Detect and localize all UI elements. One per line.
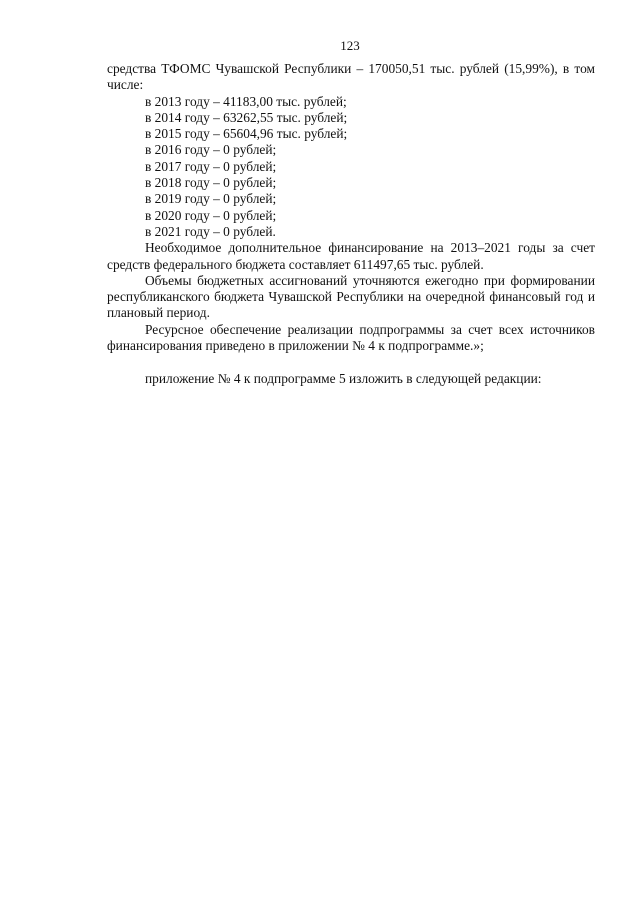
intro-paragraph: средства ТФОМС Чувашской Республики – 170050,51 тыс. рублей (15,99%), в том числе:: [107, 61, 595, 93]
year-line: в 2017 году – 0 рублей;: [145, 158, 277, 174]
year-line: в 2013 году – 41183,00 тыс. рублей;: [145, 93, 347, 109]
year-line: в 2021 году – 0 рублей.: [145, 223, 276, 239]
page-number: 123: [340, 38, 360, 53]
appendix-instruction-paragraph: приложение № 4 к подпрограмме 5 изложить в следующей редакции:: [145, 371, 542, 387]
resource-provision-paragraph: Ресурсное обеспечение реализации подпрограммы за счет всех источников финансирования приведено в приложении № 4 к подпрограмме.»;: [107, 321, 595, 354]
document-body: [107, 61, 595, 388]
federal-funding-paragraph: Необходимое дополнительное финансирование на 2013–2021 годы за счет средств федерального бюджета составляет 611497,65 тыс. рублей.: [107, 240, 595, 272]
paragraph-spacer: [107, 354, 595, 371]
year-line: в 2018 году – 0 рублей;: [145, 175, 277, 191]
year-line: в 2020 году – 0 рублей;: [145, 207, 277, 223]
budget-allocations-paragraph: Объемы бюджетных ассигнований уточняются ежегодно при формировании республиканского бюджета Чувашской Республики на очередной финансовый год и плановый период.: [107, 272, 595, 321]
year-line: в 2019 году – 0 рублей;: [145, 191, 277, 207]
year-line: в 2015 году – 65604,96 тыс. рублей;: [145, 126, 348, 142]
year-line: в 2016 году – 0 рублей;: [145, 142, 277, 158]
year-line: в 2014 году – 63262,55 тыс. рублей;: [145, 109, 348, 125]
